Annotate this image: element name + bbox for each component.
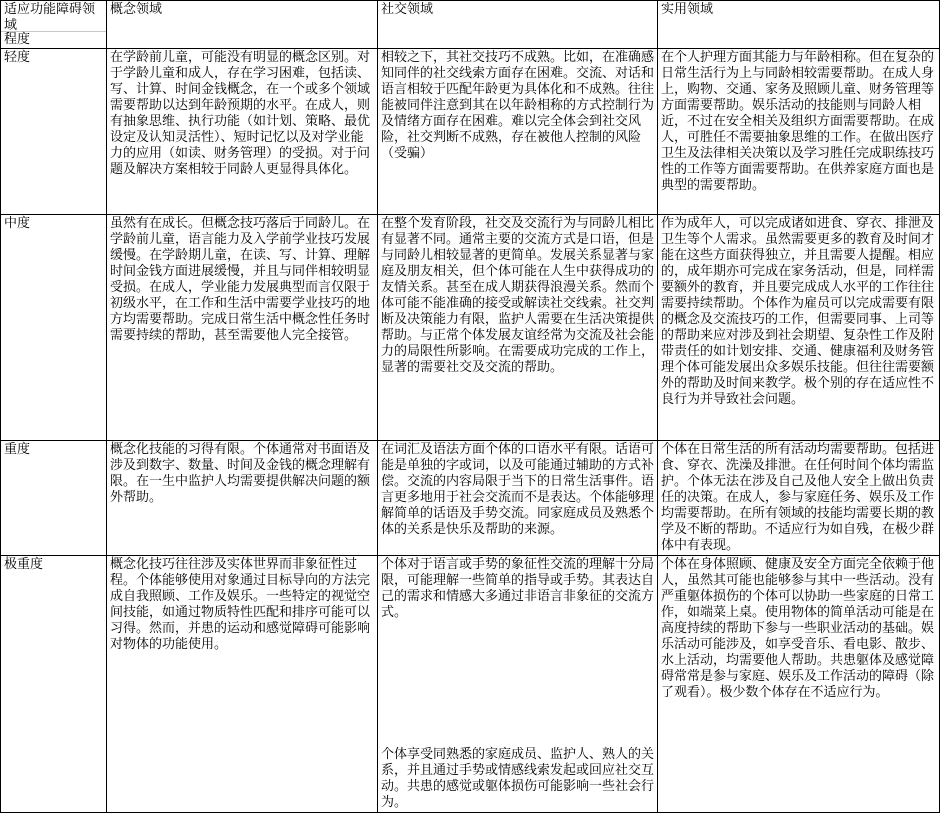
column-header-conceptual: 概念领域	[107, 1, 378, 49]
corner-domain-label: 适应功能障碍领域	[1, 1, 106, 32]
severity-label: 中度	[1, 215, 107, 441]
social-cell	[378, 556, 658, 813]
table-row-moderate	[1, 215, 940, 441]
table-row-profound	[1, 556, 940, 813]
table-row-severe	[1, 441, 940, 556]
practical-cell: 在个人护理方面其能力与年龄相称。但在复杂的日常生活行为上与同龄相较需要帮助。在成人身上，购物、交通、家务及照顾儿童、财务管理等方面需要帮助。娱乐活动的技能则与同龄人相近，不过在安全相关及组织方面需要帮助。在成人，可胜任不需要抽象思维的工作。在做出医疗卫生及法律相关决策以及学习胜任完成职练技巧性的工作等方面需要帮助。在供养家庭方面也是典型的需要帮助。	[658, 49, 940, 215]
severity-label: 轻度	[1, 49, 107, 215]
conceptual-cell: 在学龄前儿童，可能没有明显的概念区别。对于学龄儿童和成人，存在学习困难，包括读、写、计算、时间金钱概念，在一个或多个领域需要帮助以达到年龄预期的水平。在成人，则有抽象思维、执行功能（如计划、策略、最优设定及认知灵活性）、短时记忆以及对学业能力的应用（如读、财务管理）的受损。对于问题及解决方案相较于同龄人更显得具体化。	[107, 49, 378, 215]
header-row	[1, 1, 940, 49]
social-cell: 在词汇及语法方面个体的口语水平有限。话语可能是单独的字或词，以及可能通过辅助的方式补偿。交流的内容局限于当下的日常生活事件。语言更多地用于社会交流而不是表达。个体能够理解简单的话语及手势交流。同家庭成员及熟悉个体的关系是快乐及帮助的来源。	[378, 441, 658, 556]
corner-severity-label: 程度	[4, 32, 31, 47]
practical-cell: 个体在日常生活的所有活动均需要帮助。包括进食、穿衣、洗澡及排泄。在任何时间个体均需监护。个体无法在涉及自己及他人安全上做出负责任的决策。在成人，参与家庭任务、娱乐及工作均需要帮助。在所有领域的技能均需要长期的教学及不断的帮助。不适应行为如自残，在极少群体中有表现。	[658, 441, 940, 556]
column-header-practical: 实用领域	[658, 1, 940, 49]
conceptual-cell: 虽然有在成长。但概念技巧落后于同龄儿。在学龄前儿童，语言能力及入学前学业技巧发展缓慢。在学龄期儿童，在读、写、计算、理解时间金钱方面进展缓慢，并且与同伴相较明显受损。在成人，学业能力发展典型而言仅限于初级水平，在工作和生活中需要学业技巧的地方均需要帮助。完成日常生活中概念性任务时需要持续的帮助，甚至需要他人完全接管。	[107, 215, 378, 441]
practical-cell: 作为成年人，可以完成诸如进食、穿衣、排泄及卫生等个人需求。虽然需要更多的教育及时间才能在这些方面获得独立，并且需要人提醒。相应的，成年期亦可完成在家务活动，但是，同样需要额外的教育，并且要完成成人水平的工作往往需要持续帮助。个体作为雇员可以完成需要有限的概念及交流技巧的工作，但需要同事、上司等的帮助来应对涉及到社会期望、复杂性工作及附带责任的如计划安排、交通、健康福利及财务管理个体可能发展出众多娱乐技能。但往往需要额外的帮助及时间来教学。极个别的存在适应性不良行为并导致社会问题。	[658, 215, 940, 441]
social-cell: 在整个发育阶段，社交及交流行为与同龄儿相比有显著不同。通常主要的交流方式是口语，但是与同龄儿相较显著的更简单。发展关系显著与家庭及朋友相关，但个体可能在人生中获得成功的友情关系。甚至在成人期获得浪漫关系。然而个体可能不能准确的接受或解读社交线索。社交判断及决策能力有限，监护人需要在生活决策提供帮助。与正常个体发展友谊经常为交流及社会能力的局限性所影响。在需要成功完成的工作上，显著的需要社交及交流的帮助。	[378, 215, 658, 441]
practical-cell: 个体在身体照顾、健康及安全方面完全依赖于他人，虽然其可能也能够参与其中一些活动。没有严重躯体损伤的个体可以协助一些家庭的日常工作，如端菜上桌。使用物体的简单活动可能是在高度持续的帮助下参与一些职业活动的基础。娱乐活动可能涉及，如享受音乐、看电影、散步、水上活动，均需要他人帮助。共患躯体及感觉障碍常常是参与家庭、娱乐及工作活动的障碍（除了观看）。极少数个体存在不适应行为。	[658, 556, 940, 813]
table-row-mild	[1, 49, 940, 215]
social-extra-text: 个体享受同熟悉的家庭成员、监护人、熟人的关系，并且通过手势或情感线索发起或回应社交互动。共患的感觉或躯体损伤可能影响一些社会行为。	[381, 747, 655, 810]
social-cell: 相较之下，其社交技巧不成熟。比如，在准确感知同伴的社交线索方面存在困难。交流、对话和语言相较于匹配年龄更为具体化和不成熟。往往能被同伴注意到其在以年龄相称的方式控制行为及情绪方面存在困难。难以完全体会到社交风险，社交判断不成熟，存在被他人控制的风险（受骗）	[378, 49, 658, 215]
column-header-social: 社交领域	[378, 1, 658, 49]
severity-label: 极重度	[1, 556, 107, 813]
social-text: 个体对于语言或手势的象征性交流的理解十分局限，可能理解一些简单的指导或手势。其表达自己的需求和情感大多通过非语言非象征的交流方式。	[381, 557, 655, 620]
corner-cell	[1, 1, 107, 49]
severity-label: 重度	[1, 441, 107, 556]
conceptual-cell: 概念化技巧往往涉及实体世界而非象征性过程。个体能够使用对象通过目标导向的方法完成自我照顾、工作及娱乐。一些特定的视觉空间技能，如通过物质特性匹配和排序可能可以习得。然而，并患的运动和感觉障碍可能影响对物体的功能使用。	[107, 556, 378, 813]
conceptual-cell: 概念化技能的习得有限。个体通常对书面语及涉及到数字、数量、时间及金钱的概念理解有限。在一生中监护人均需要提供解决问题的额外帮助。	[107, 441, 378, 556]
